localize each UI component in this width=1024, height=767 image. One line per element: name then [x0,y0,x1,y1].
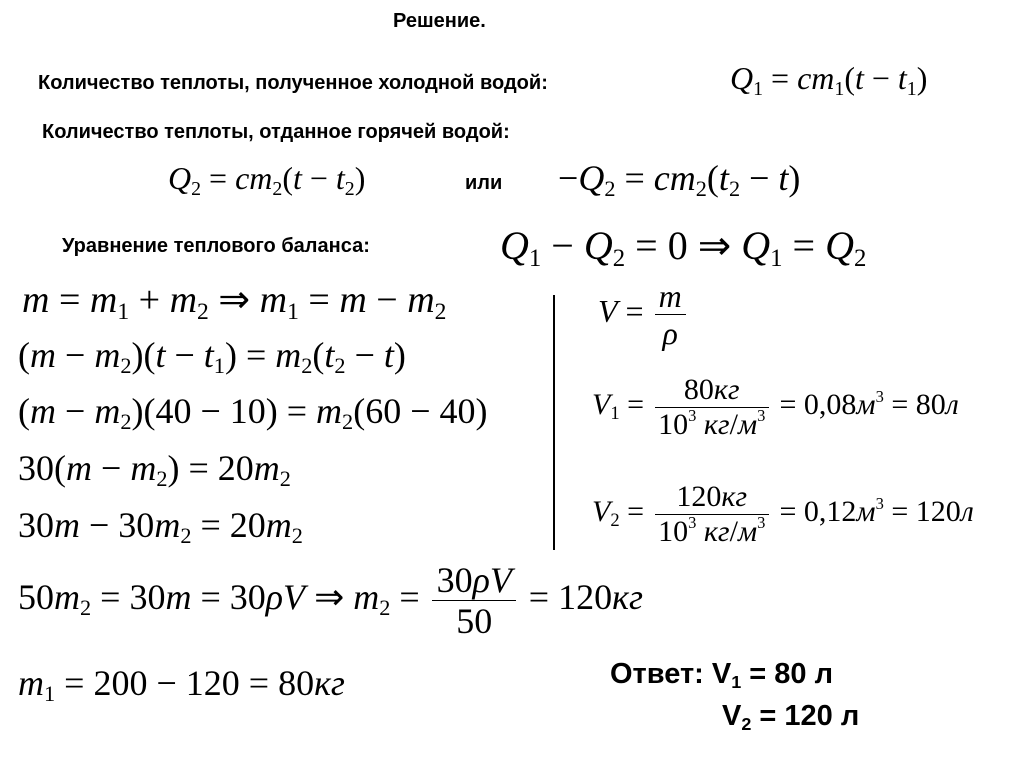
solution-title: Решение. [393,10,486,32]
fraction-m-over-rho: $\frac{m}{\rho}$ [655,280,686,349]
formula-balance: $Q_1 - Q_2 = 0$ ⇒ $Q_1 = Q_2$ [500,223,867,272]
answer-v2: $V_2 = 120$ л [722,700,860,735]
answer-label: Ответ: [610,658,704,690]
formula-v1: $V_1$ = $\frac{80кг}{10^3 кг/м^3}$ = $0,08м^3 = 80л$ [592,373,959,441]
formula-balance-numbers: $(m - m_2)(40 - 10) = m_2(60 - 40)$ [18,391,488,435]
answer-v1-value: = 80 л [749,658,834,690]
fraction-v1: $\frac{80кг}{10^3 кг/м^3}$ [655,375,769,440]
formula-step-30: $30(m - m_2) = 20m_2$ [18,448,291,492]
formula-balance-expanded: $(m - m_2)(t - t_1) = m_2(t_2 - t)$ [18,335,406,379]
answer-v1: Ответ: $V_1 = 80$ л [610,658,834,693]
formula-q2-negative: $-Q_2 = cm_2(t_2 - t)$ [558,158,801,202]
formula-m1-solution: $m_1 = 200 - 120 = 80кг$ [18,663,345,707]
hot-water-heading: Количество теплоты, отданное горячей водой: [42,121,510,143]
fraction-m2: $\frac{30\rho V}{50}$ [432,562,516,639]
formula-mass-sum: $m = m_1 + m_2$ ⇒ $m_1 = m - m_2$ [22,279,447,325]
or-word: или [465,172,503,194]
cold-water-heading: Количество теплоты, полученное холодной водой: [38,72,548,94]
formula-step-30m: $30m - 30m_2 = 20m_2$ [18,505,303,549]
answer-v2-value: = 120 л [759,700,860,732]
formula-q1: $Q_1 = cm_1(t - t_1)$ [730,60,928,100]
formula-volume-definition: V = $\frac{m}{\rho}$ [598,280,689,349]
balance-heading: Уравнение теплового баланса: [62,235,370,257]
formula-v2: $V_2$ = $\frac{120кг}{10^3 кг/м^3}$ = $0,12м^3 = 120л$ [592,480,974,548]
formula-m2-solution: $50m_2 = 30m = 30\rho V$ ⇒ $m_2$ = $\frac{30\rho V}{50}$ = 120кг [18,560,643,642]
fraction-v2: $\frac{120кг}{10^3 кг/м^3}$ [655,482,769,547]
formula-q2: $Q_2 = cm_2(t - t_2)$ [168,160,366,200]
column-divider [553,295,555,550]
